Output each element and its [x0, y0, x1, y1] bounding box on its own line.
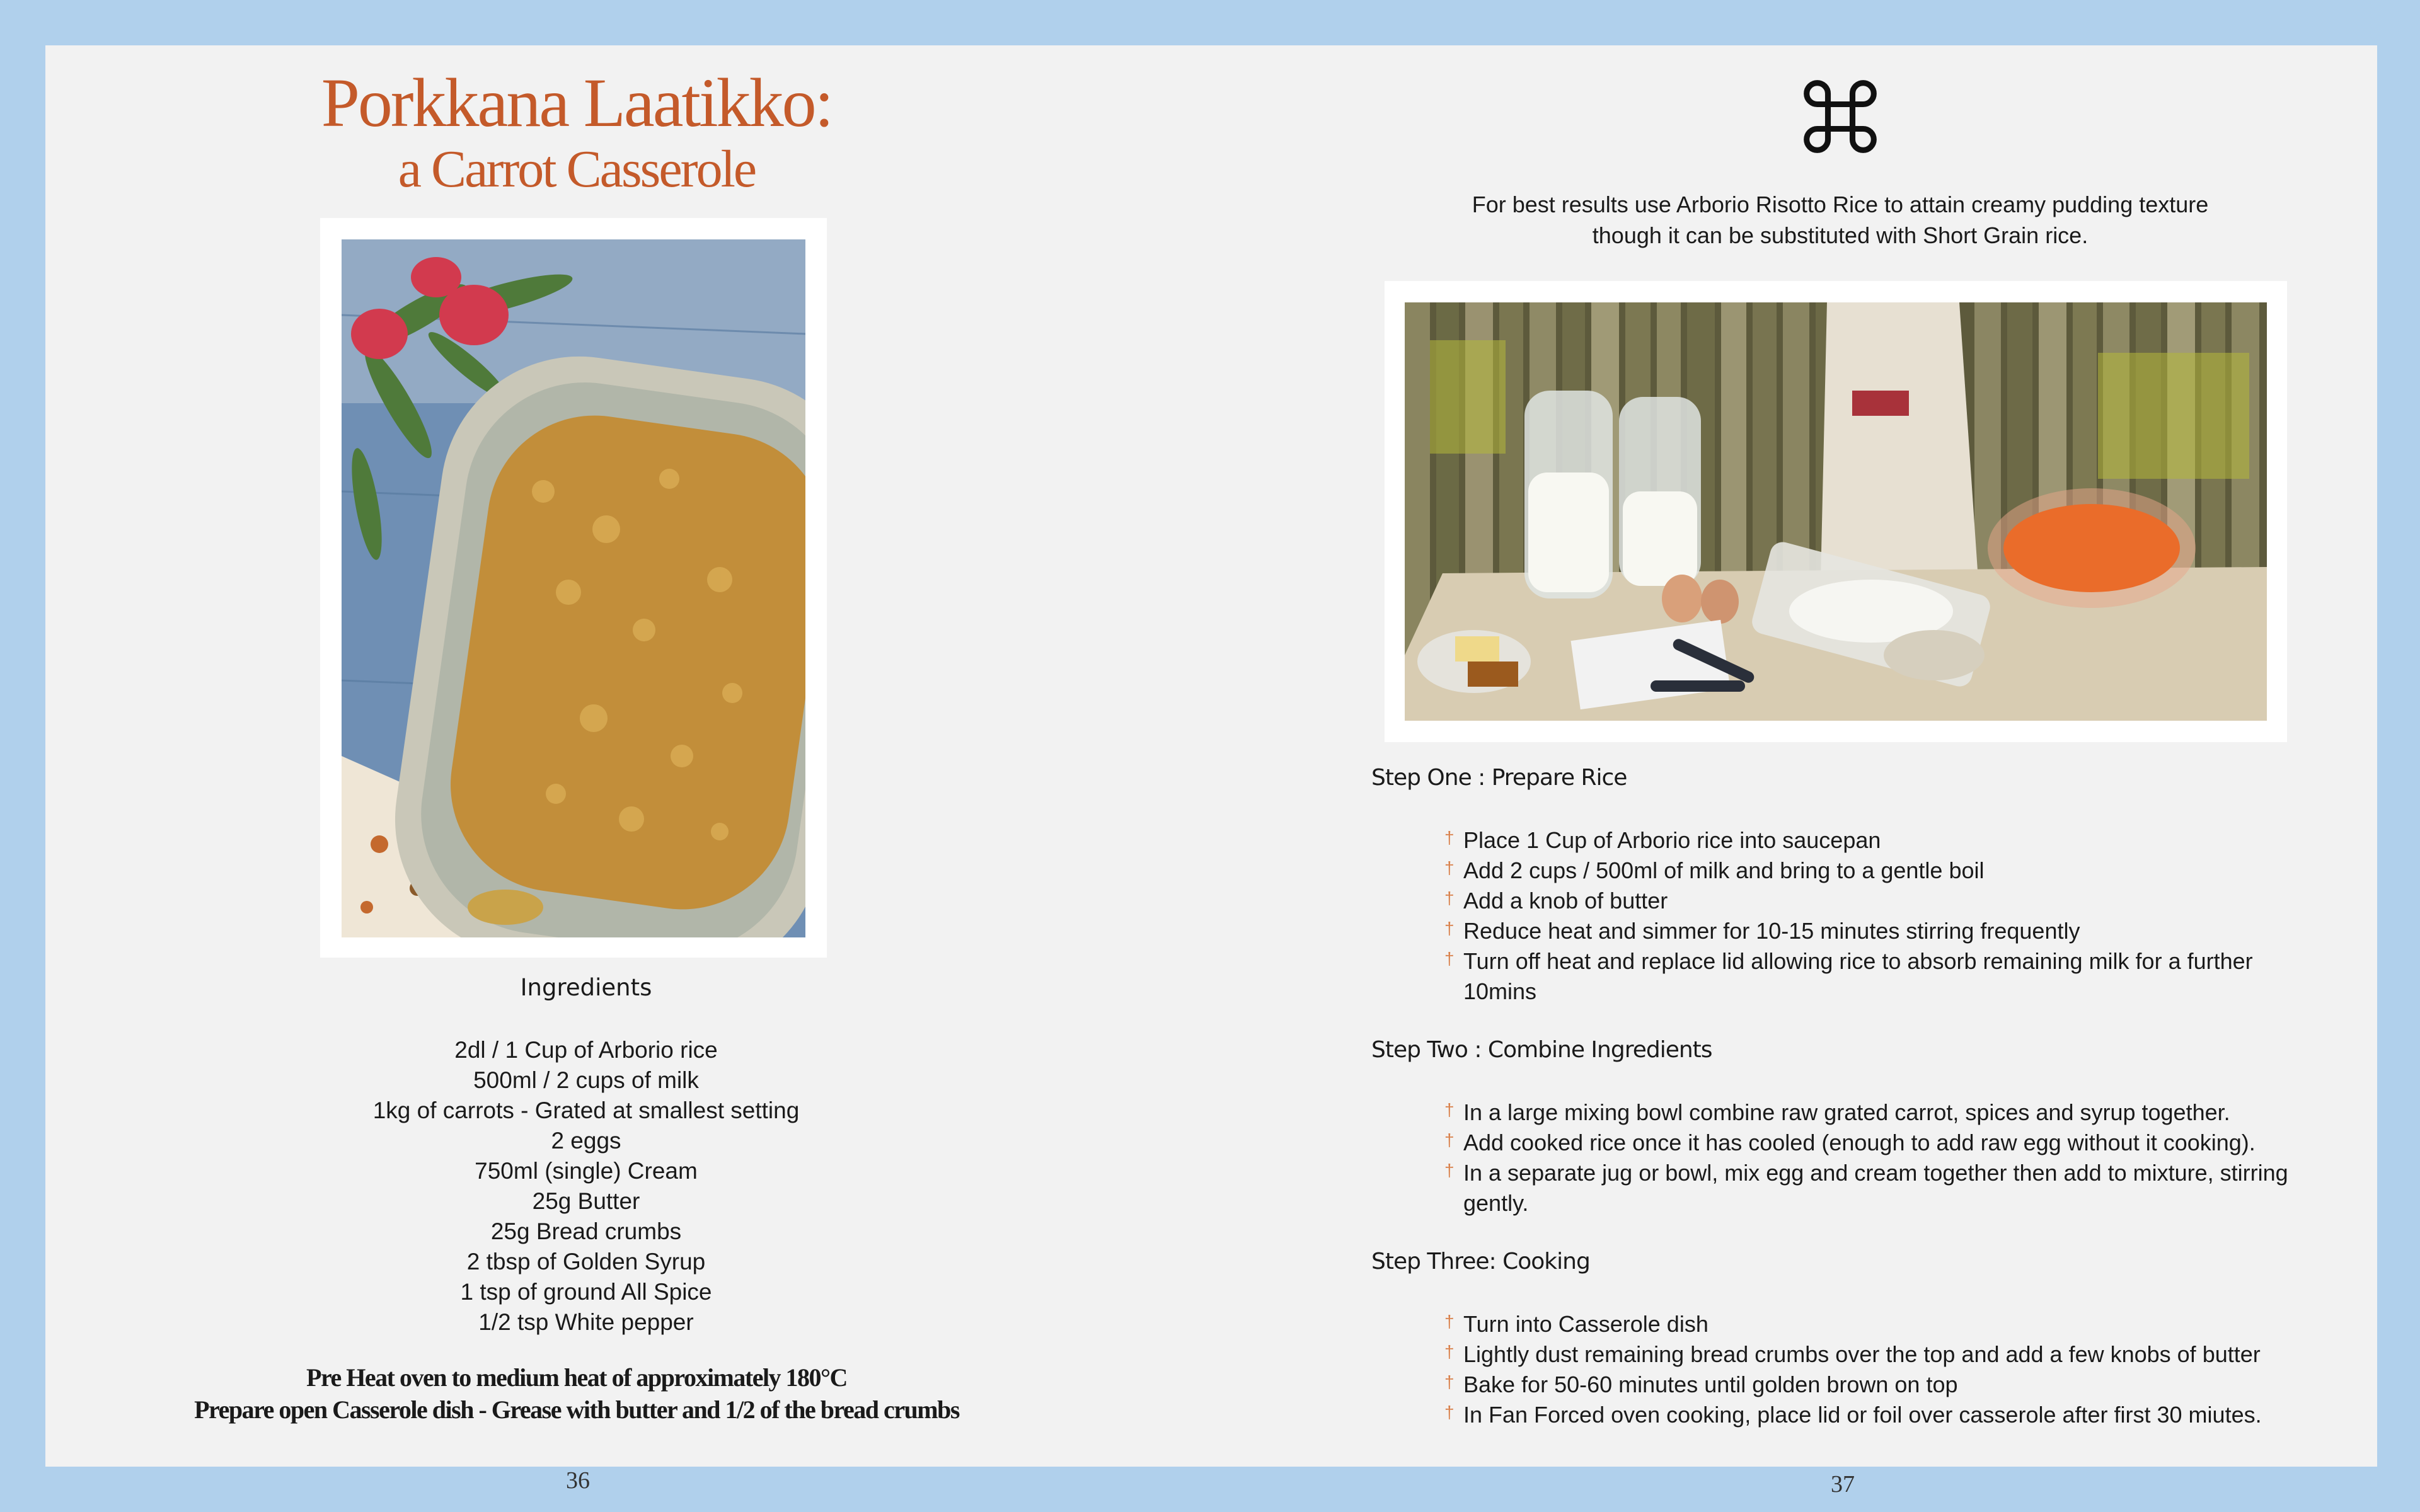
ingredients-photo-frame — [1385, 281, 2287, 742]
step-three-title: Step Three: Cooking — [1371, 1249, 1590, 1274]
ingredient-item: 2 eggs — [551, 1128, 621, 1154]
ingredient-item: 25g Butter — [532, 1188, 640, 1214]
ingredient-item: 2dl / 1 Cup of Arborio rice — [454, 1037, 718, 1063]
ingredient-item: 25g Bread crumbs — [490, 1218, 682, 1244]
dagger-bullet-icon: † — [1444, 858, 1455, 878]
ingredient-item: 750ml (single) Cream — [475, 1158, 698, 1184]
page-number-left: 36 — [566, 1467, 590, 1494]
step-item: † Add 2 cups / 500ml of milk and bring to a gentle boil — [1444, 856, 2327, 886]
step-item: † Add cooked rice once it has cooled (enough to add raw egg without it cooking). — [1444, 1128, 2327, 1158]
dagger-bullet-icon: † — [1444, 1100, 1455, 1120]
command-key-icon — [1799, 76, 1881, 158]
dagger-bullet-icon: † — [1444, 1312, 1455, 1331]
dagger-bullet-icon: † — [1444, 888, 1455, 908]
recipe-subtitle: a Carrot Casserole — [398, 140, 756, 198]
step-item: † Bake for 50-60 minutes until golden brown on top — [1444, 1370, 2327, 1400]
ingredients-photo — [1405, 302, 2267, 721]
rice-note-line1: For best results use Arborio Risotto Rice to attain creamy pudding texture — [1472, 192, 2209, 217]
ingredient-item: 1/2 tsp White pepper — [478, 1309, 694, 1335]
step-three-list — [1444, 1309, 2327, 1430]
step-two-list — [1444, 1097, 2327, 1218]
dagger-bullet-icon: † — [1444, 949, 1455, 968]
step-item: † Reduce heat and simmer for 10-15 minutes stirring frequently — [1444, 916, 2327, 946]
step-item: † In a separate jug or bowl, mix egg and cream together then add to mixture, stirring gently. — [1444, 1158, 2327, 1218]
casserole-photo-frame — [320, 218, 827, 958]
ingredient-item: 1 tsp of ground All Spice — [460, 1279, 712, 1305]
page-number-right: 37 — [1831, 1471, 1855, 1498]
step-item: † Place 1 Cup of Arborio rice into saucepan — [1444, 825, 2327, 856]
step-one-list — [1444, 825, 2327, 1007]
ingredient-item: 1kg of carrots - Grated at smallest setting — [372, 1097, 800, 1123]
step-item: † In Fan Forced oven cooking, place lid or foil over casserole after first 30 miutes. — [1444, 1400, 2327, 1430]
rice-note — [1323, 189, 2357, 251]
ingredient-item: 500ml / 2 cups of milk — [473, 1067, 699, 1093]
dagger-bullet-icon: † — [1444, 1130, 1455, 1150]
dagger-bullet-icon: † — [1444, 1372, 1455, 1392]
step-one-title: Step One : Prepare Rice — [1371, 765, 1627, 791]
rice-note-line2: though it can be substituted with Short Grain rice. — [1592, 222, 2089, 248]
dagger-bullet-icon: † — [1444, 1402, 1455, 1422]
dagger-bullet-icon: † — [1444, 1160, 1455, 1180]
step-item: † Turn off heat and replace lid allowing rice to absorb remaining milk for a further 10mins — [1444, 946, 2327, 1007]
ingredients-heading: Ingredients — [520, 974, 652, 1001]
step-item: † Lightly dust remaining bread crumbs over the top and add a few knobs of butter — [1444, 1339, 2327, 1370]
step-item: † In a large mixing bowl combine raw grated carrot, spices and syrup together. — [1444, 1097, 2327, 1128]
ingredient-item: 2 tbsp of Golden Syrup — [466, 1249, 706, 1274]
prepare-dish-instruction: Prepare open Casserole dish - Grease with butter and 1/2 of the bread crumbs — [194, 1395, 959, 1424]
dagger-bullet-icon: † — [1444, 828, 1455, 847]
recipe-title: Porkkana Laatikko: — [321, 64, 833, 141]
ingredients-list — [0, 1035, 1172, 1337]
dagger-bullet-icon: † — [1444, 919, 1455, 938]
dagger-bullet-icon: † — [1444, 1342, 1455, 1361]
step-item: † Add a knob of butter — [1444, 886, 2327, 916]
step-item: † Turn into Casserole dish — [1444, 1309, 2327, 1339]
step-two-title: Step Two : Combine Ingredients — [1371, 1037, 1712, 1063]
casserole-photo — [342, 239, 805, 937]
preheat-instruction: Pre Heat oven to medium heat of approximately 180°C — [306, 1363, 847, 1392]
